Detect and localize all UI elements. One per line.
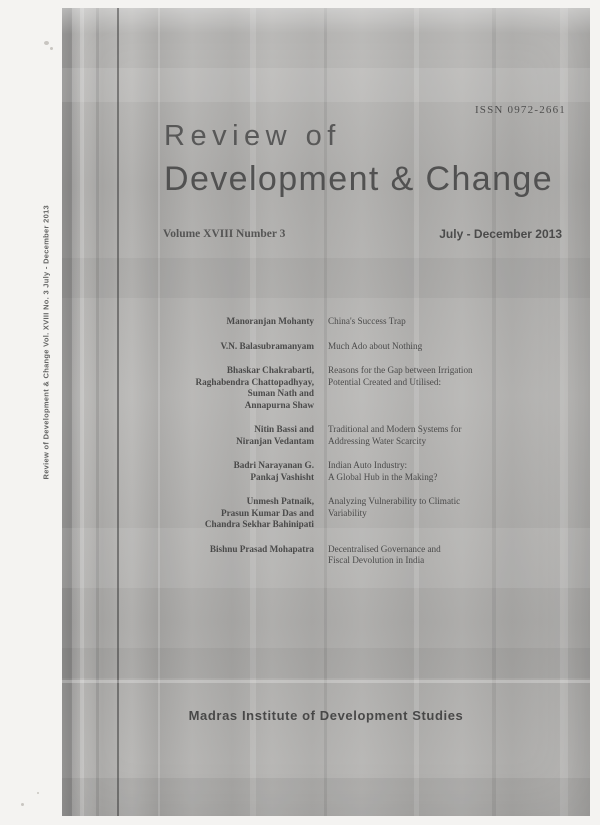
scan-smudge: [62, 68, 590, 102]
contents-entry: [152, 365, 572, 411]
author-line: Manoranjan Mohanty: [226, 316, 314, 326]
contents-entry: [152, 316, 572, 328]
author-line: Suman Nath and: [247, 388, 314, 398]
entry-article-title: [328, 316, 572, 328]
journal-title-line-1: Review of: [164, 120, 341, 152]
scan-speck: [50, 47, 53, 50]
scan-streak: [62, 8, 72, 816]
scan-smudge: [62, 778, 590, 816]
entry-authors: [152, 544, 328, 567]
article-line: Potential Created and Utilised:: [328, 376, 442, 387]
scan-speck: [37, 792, 39, 794]
entry-authors: [152, 341, 328, 353]
article-line: Decentralised Governance and: [328, 543, 441, 554]
scan-smudge: [62, 8, 590, 34]
spine-text: Review of Development & Change Vol. XVIII No. 3 July - December 2013: [41, 204, 51, 480]
article-line: Analyzing Vulnerability to Climatic: [328, 496, 461, 506]
author-line: V.N. Balasubramanyam: [220, 340, 314, 351]
entry-authors: [152, 460, 328, 483]
author-line: Nitin Bassi and: [254, 424, 314, 434]
author-line: Prasun Kumar Das and: [220, 507, 314, 518]
article-line: China's Success Trap: [328, 316, 406, 326]
article-line: Traditional and Modern Systems for: [328, 424, 462, 434]
author-line: Bhaskar Chakrabarti,: [226, 365, 314, 375]
author-line: Bishnu Prasad Mohapatra: [209, 543, 314, 554]
binding-rule: [117, 8, 119, 816]
journal-title-line-2: Development & Change: [164, 160, 554, 198]
scan-streak: [96, 8, 99, 816]
contents-entry: [152, 544, 572, 567]
author-line: Raghabendra Chattopadhyay,: [195, 376, 314, 387]
issue-date: July - December 2013: [439, 227, 562, 241]
author-line: Unmesh Patnaik,: [246, 496, 314, 506]
foot-band: [62, 680, 590, 683]
article-line: Indian Auto Industry:: [328, 460, 408, 470]
author-line: Annapurna Shaw: [244, 399, 314, 410]
scan-speck: [21, 803, 24, 806]
volume-number: Volume XVIII Number 3: [163, 228, 286, 240]
entry-article-title: [328, 460, 572, 483]
scan-speck: [44, 41, 49, 45]
contents-entry: [152, 341, 572, 353]
contents-entry: [152, 496, 572, 531]
article-line: A Global Hub in the Making?: [328, 471, 438, 482]
entry-article-title: [328, 424, 572, 447]
author-line: Chandra Sekhar Bahinipati: [204, 519, 314, 529]
scan-smudge: [62, 648, 590, 678]
article-line: Variability: [328, 507, 367, 518]
entry-authors: [152, 316, 328, 328]
article-line: Fiscal Devolution in India: [328, 555, 425, 565]
author-line: Niranjan Vedantam: [236, 435, 314, 446]
issn-text: ISSN 0972-2661: [474, 104, 566, 116]
publisher-name: Madras Institute of Development Studies: [188, 708, 464, 723]
article-line: Reasons for the Gap between Irrigation: [328, 365, 473, 375]
entry-authors: [152, 424, 328, 447]
scan-smudge: [62, 258, 590, 298]
article-line: Much Ado about Nothing: [328, 340, 423, 351]
entry-article-title: [328, 544, 572, 567]
entry-article-title: [328, 365, 572, 411]
entry-authors: [152, 365, 328, 411]
entry-article-title: [328, 341, 572, 353]
entry-authors: [152, 496, 328, 531]
author-line: Pankaj Vashisht: [250, 471, 314, 482]
article-line: Addressing Water Scarcity: [328, 435, 427, 446]
contents-list: [152, 316, 572, 580]
journal-cover: [62, 8, 590, 816]
contents-entry: [152, 424, 572, 447]
author-line: Badri Narayanan G.: [233, 460, 314, 470]
entry-article-title: [328, 496, 572, 531]
scan-streak: [80, 8, 84, 816]
contents-entry: [152, 460, 572, 483]
